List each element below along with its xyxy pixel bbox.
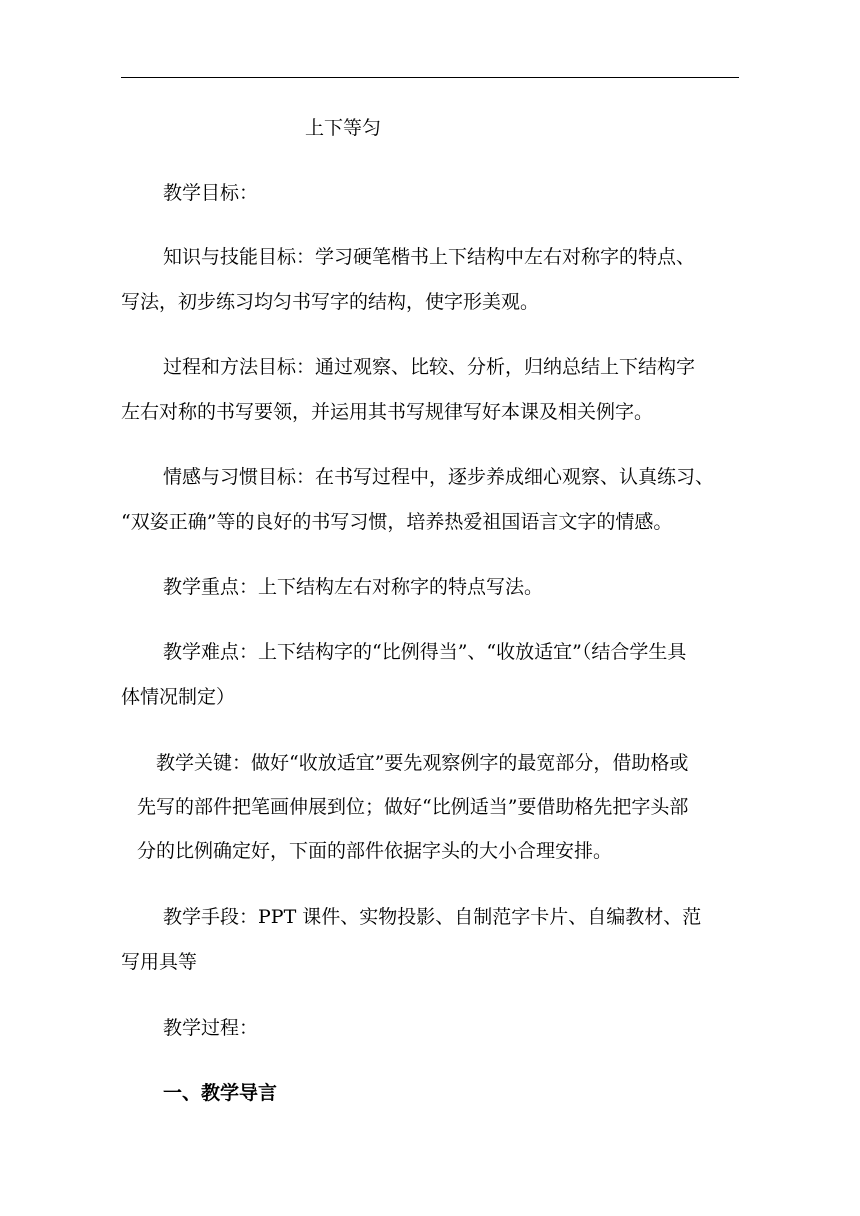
key-method-line-2: 先写的部件把笔画伸展到位；做好“比例适当”要借助格先把字头部 (137, 796, 689, 818)
key-method-line-3: 分的比例确定好，下面的部件依据字头的大小合理安排。 (137, 840, 613, 862)
process-goal-line-1: 过程和方法目标：通过观察、比较、分析，归纳总结上下结构字 (163, 356, 696, 378)
goals-heading: 教学目标： (163, 182, 259, 204)
teaching-means-line-2: 写用具等 (121, 951, 198, 973)
teaching-means-line-1: 教学手段：PPT 课件、实物投影、自制范字卡片、自编教材、范 (163, 906, 702, 928)
key-point: 教学重点：上下结构左右对称字的特点写法。 (163, 576, 544, 598)
document-title: 上下等匀 (305, 117, 382, 139)
difficulty-line-2: 体情况制定） (121, 686, 236, 708)
process-goal-line-2: 左右对称的书写要领，并运用其书写规律写好本课及相关例字。 (121, 401, 654, 423)
emotion-goal-line-1: 情感与习惯目标：在书写过程中，逐步养成细心观察、认真练习、 (163, 466, 715, 488)
header-rule (121, 77, 739, 78)
process-heading: 教学过程： (163, 1017, 259, 1039)
knowledge-goal-line-2: 写法，初步练习均匀书写字的结构，使字形美观。 (121, 291, 540, 313)
key-method-line-1: 教学关键：做好“收放适宜”要先观察例字的最宽部分，借助格或 (156, 752, 689, 774)
section-one-heading: 一、教学导言 (163, 1082, 278, 1104)
knowledge-goal-line-1: 知识与技能目标：学习硬笔楷书上下结构中左右对称字的特点、 (163, 246, 696, 268)
difficulty-line-1: 教学难点：上下结构字的“比例得当”、“收放适宜”（结合学生具 (163, 641, 687, 663)
emotion-goal-line-2: “双姿正确”等的良好的书写习惯，培养热爱祖国语言文字的情感。 (121, 511, 673, 533)
